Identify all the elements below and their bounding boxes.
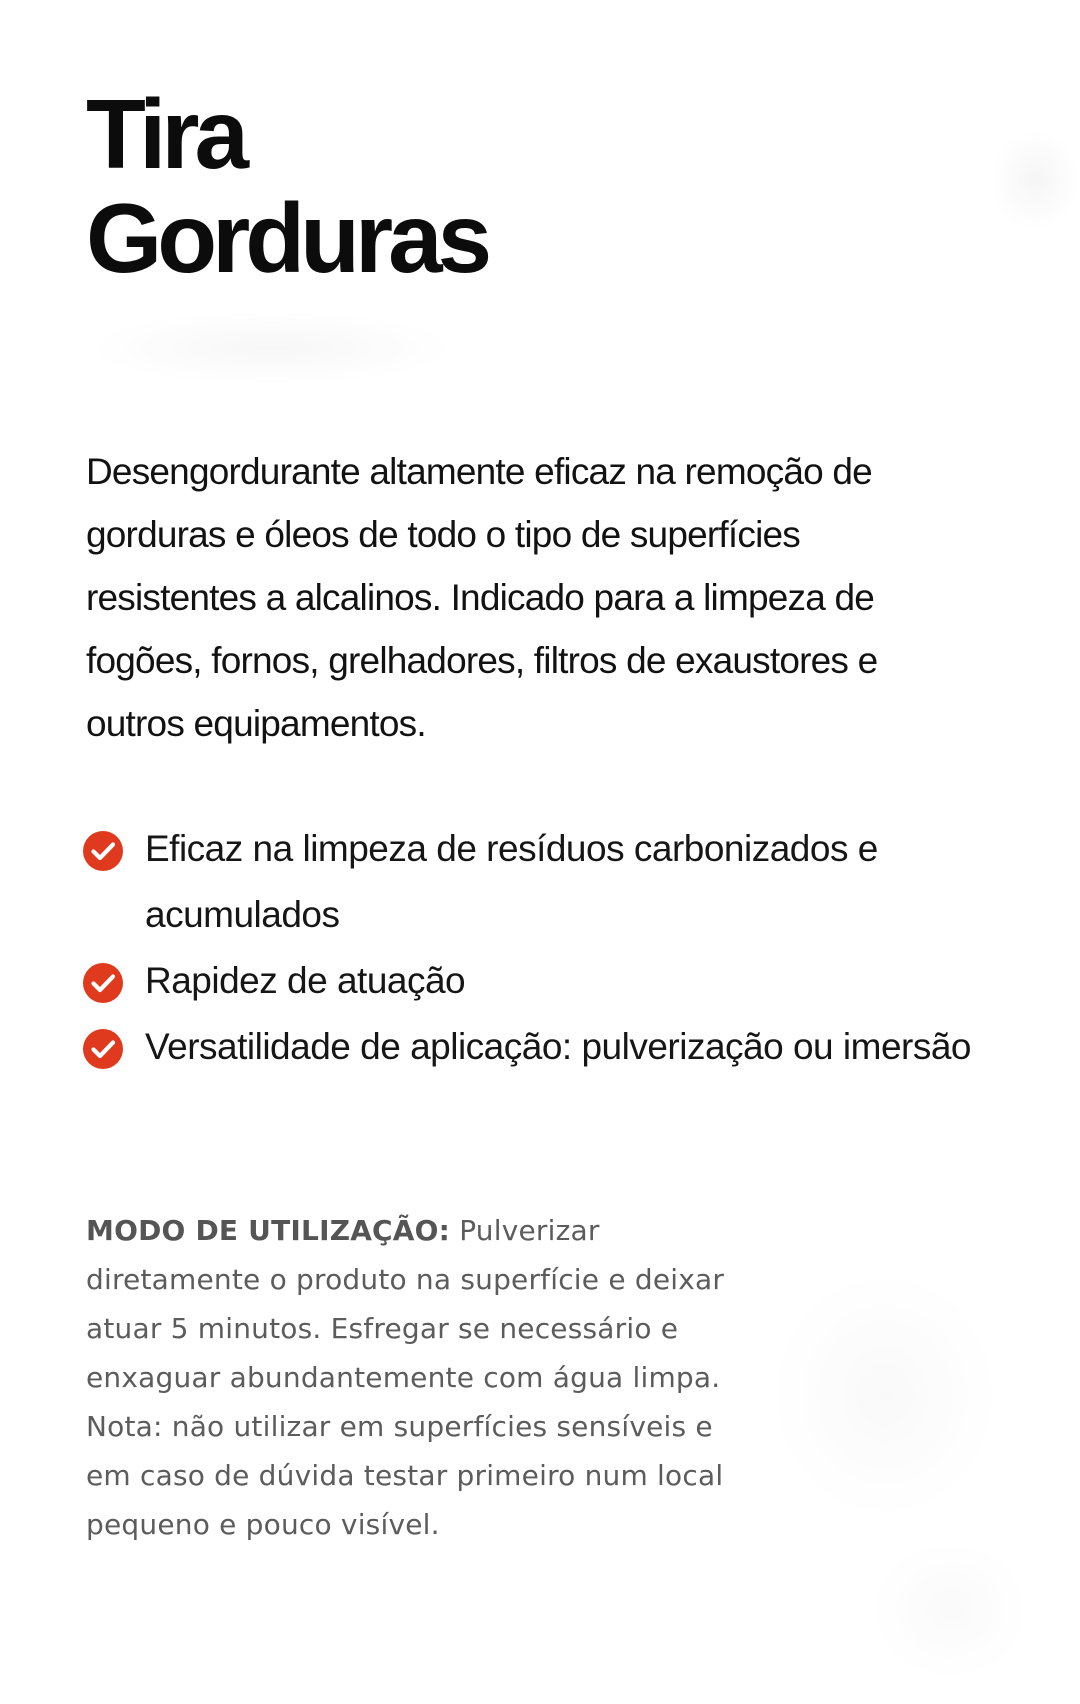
faded-background-shape [870, 1540, 1030, 1680]
faded-subtitle-shape [92, 312, 452, 384]
product-description: Desengordurante altamente eficaz na remoção de gorduras e óleos de todo o tipo de superfícies resistentes a alcalinos. Indicado para a limpeza de fogões, fornos, grelhadores, filtros de exaustores e outros equipamentos. [86, 451, 878, 744]
feature-item [80, 816, 980, 948]
product-title [86, 79, 488, 293]
product-title-line-1: Tira [86, 79, 244, 189]
feature-item [80, 948, 980, 1014]
feature-text: Rapidez de atuação [145, 960, 466, 1001]
feature-text: Eficaz na limpeza de resíduos carbonizados e acumulados [145, 828, 878, 935]
check-circle-icon [82, 830, 124, 872]
faded-background-shape [770, 1270, 1000, 1520]
usage-text: Pulverizar diretamente o produto na superfície e deixar atuar 5 minutos. Esfregar se necessário e enxaguar abundantemente com água limpa. Nota: não utilizar em superfícies sensíveis e em caso de dúvida testar primeiro num local pequeno e pouco visível. [86, 1214, 725, 1541]
product-title-line-2: Gorduras [86, 183, 488, 293]
feature-list [80, 816, 980, 1080]
usage-label: MODO DE UTILIZAÇÃO: [86, 1214, 451, 1247]
usage-instructions [86, 1206, 726, 1549]
feature-item [80, 1014, 980, 1080]
feature-text: Versatilidade de aplicação: pulverização ou imersão [145, 1026, 972, 1067]
check-circle-icon [82, 962, 124, 1004]
faded-background-shape [990, 130, 1080, 230]
check-circle-icon [82, 1028, 124, 1070]
